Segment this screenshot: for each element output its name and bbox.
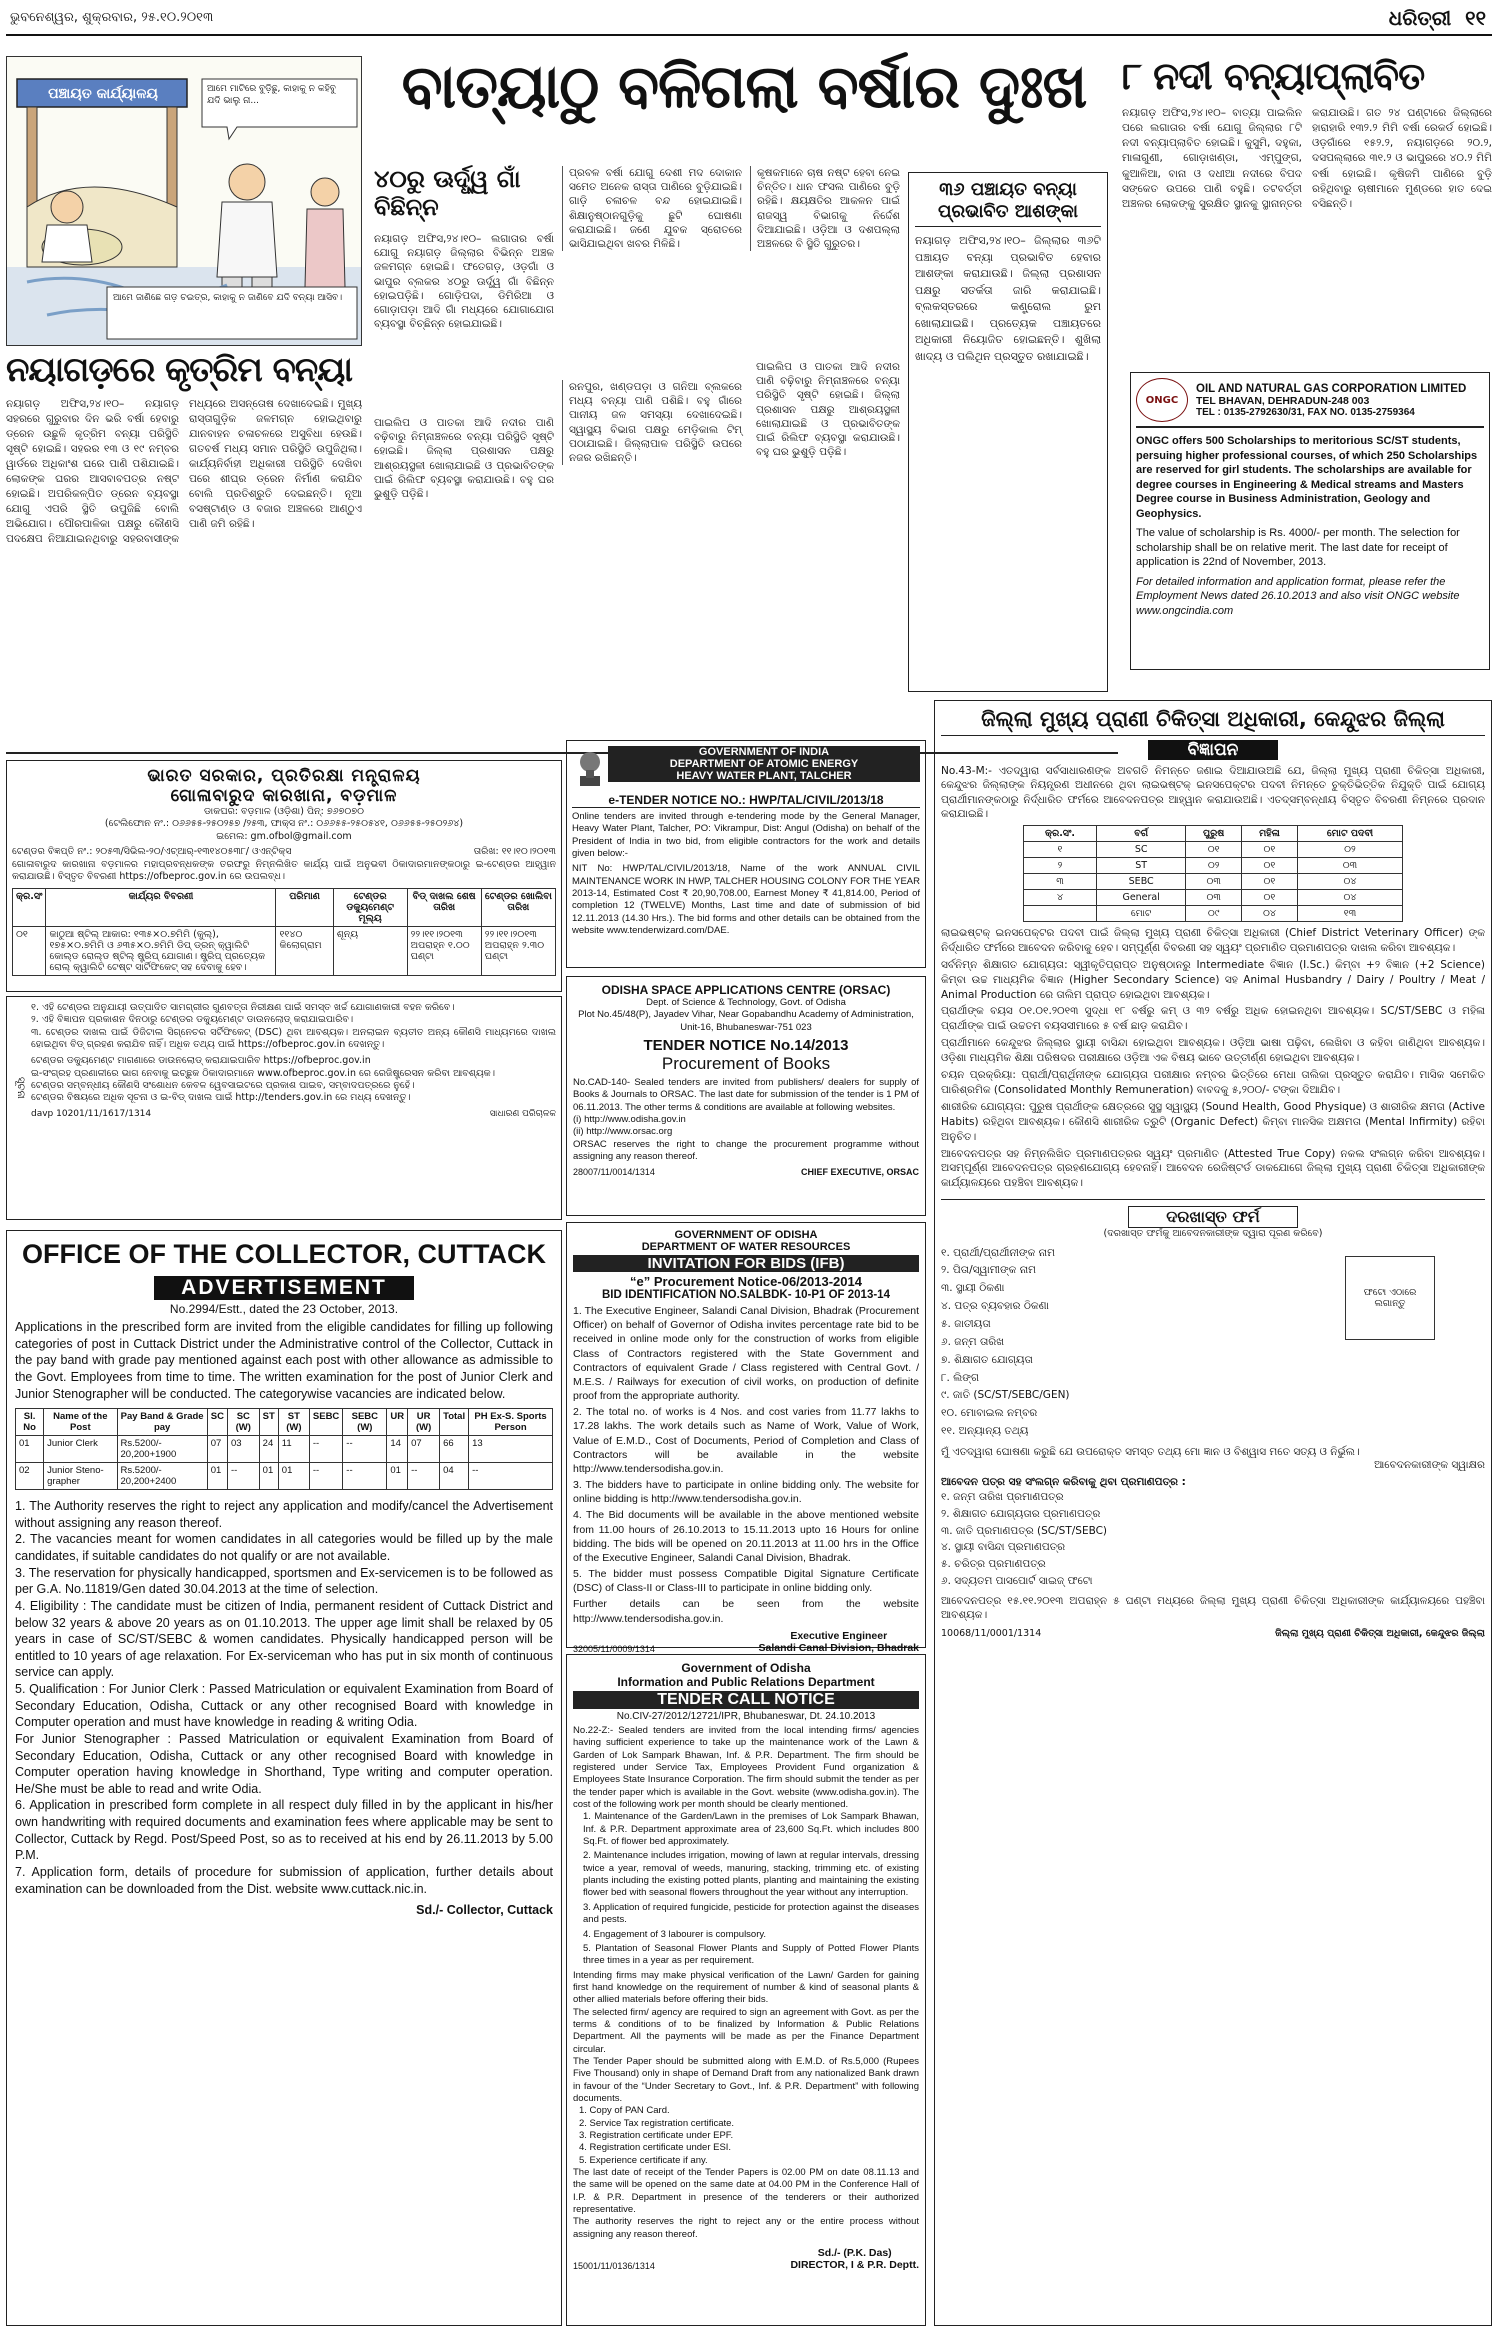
collector-cell: Rs.5200/- 20,200+2400 xyxy=(117,1463,207,1490)
ifb-l2: DEPARTMENT OF WATER RESOURCES xyxy=(641,1241,851,1253)
table-row xyxy=(1023,857,1403,873)
vet-attach-item: ୨. ଶିକ୍ଷାଗତ ଯୋଗ୍ୟତାର ପ୍ରମାଣପତ୍ର xyxy=(941,1507,1101,1520)
ifb-bid: BID IDENTIFICATION NO.SALBDK- 10-P1 OF 2013-14 xyxy=(602,1289,890,1301)
lead-col-1b: ପାଇଲିପ ଓ ପାତକା ଆଦି ନଦୀର ପାଣି ବଢ଼ିବାରୁ ନିମ୍ନାଞ୍ଚଳରେ ବନ୍ୟା ପରିସ୍ଥିତି ସୃଷ୍ଟି ହୋଇଛି। ଜିଲ୍ଲା ପ୍ରଶାସନ ପକ୍ଷରୁ ଆଶ୍ରୟସ୍ଥଳୀ ଖୋଲାଯାଇଛି ଓ ପ୍ରଭାବିତଙ୍କ ପାଇଁ ରିଲିଫ ବ୍ୟବସ୍ଥା କରାଯାଉଛି। ବହୁ ଘର ଭୁଶୁଡ଼ି ପଡ଼ିଛି। xyxy=(374,417,554,500)
ipr-doc: 2. Service Tax registration certificate. xyxy=(579,2117,735,2129)
ipr-item: 2. Maintenance includes irrigation, mowing of lawn at regular intervals, dressing twice a year, removal of weeds, manuring, stacking, trimming etc. of existing plants including the existing potted plants, planting and maintaining the existing flower bed with seasonal flowers throughout the year without any interruption. xyxy=(583,1850,919,1899)
vet-cell: ୦୩ xyxy=(1185,889,1241,905)
vet-cell: ୦୧ xyxy=(1185,841,1241,857)
orsac-site-1[interactable]: (i) http://www.odisha.gov.in xyxy=(573,1114,686,1126)
ofb-l3: ଡାକଘର: ବଡ଼ମାଳ (ଓଡ଼ିଶା) ପିନ୍: ୭୬୭୦୭୦ xyxy=(204,806,364,817)
vet-attach-item: ୫. ଚରିତ୍ର ପ୍ରମାଣପତ୍ର xyxy=(941,1558,1046,1571)
ofb-cell: ୦୧ xyxy=(13,926,46,975)
collector-sign: Sd./- Collector, Cuttack xyxy=(416,1903,553,1918)
right-story-headline: ୮ ନଦୀ ବନ୍ୟାପ୍ଲାବିତ xyxy=(1122,54,1425,98)
ofb-l5: ଇମେଲ: gm.ofbol@gmail.com xyxy=(216,830,352,842)
right-story-body: ନୟାଗଡ଼ ଅଫିସ,୨୪।୧୦– ବାତ୍ୟା ପାଇଲିନ ପରେ ଲଗାତାର ବର୍ଷା ଯୋଗୁ ଜିଲ୍ଲାର ୮ଟି ନଦୀ ବନ୍ୟାପ୍ଲାବିତ ହୋଇଛି। କୁସୁମି, ଦହୁକା, ମାଳାଗୁଣୀ, ଗୋଡ଼ାଖଣ୍ଡା, ଏମ୍ପୁଙ୍ଗ, କୁଆଳିଆ, ବାନା ଓ ଦଧୀଆ ନଦୀରେ ବିପଦ ସଙ୍କେତ ଉପରେ ପାଣି ବହୁଛି। ତଟବର୍ତ୍ତୀ ଅଞ୍ଚଳର ଲୋକଙ୍କୁ ସୁରକ୍ଷିତ ସ୍ଥାନକୁ ସ୍ଥାନାନ୍ତର କରାଯାଉଛି। ଗତ ୨୪ ଘଣ୍ଟାରେ ଜିଲ୍ଲାରେ ହାରାହାରି ୧୩୨.୨ ମିମି ବର୍ଷା ରେକର୍ଡ ହୋଇଛି। ଓଡ଼ଗାଁରେ ୧୫୨.୨, ନୟାଗଡ଼ରେ ୨୦.୨, ଦସପଲ୍ଲାରେ ୩୧.୨ ଓ ଭାପୁରରେ ୪୦.୨ ମିମି ବର୍ଷା ହୋଇଛି। କୃଷିଜମି ପାଣିରେ ବୁଡ଼ି ରହିଥିବାରୁ ଚାଷୀମାନେ ମୁଣ୍ଡରେ ହାତ ଦେଇ ବସିଛନ୍ତି। xyxy=(1122,106,1492,211)
ifb-points xyxy=(573,1304,919,1626)
ongc-italic: For detailed information and application format, please refer the Employment News dated 26.10.2013 and also visit ONGC website www.ongcindia.com xyxy=(1136,575,1460,617)
collector-cell: 24 xyxy=(259,1436,278,1463)
lead-subheadline: ୪୦ରୁ ଊର୍ଦ୍ଧ୍ୱ ଗାଁ ବିଛିନ୍ନ xyxy=(374,165,521,221)
vet-form-field: ୩. ସ୍ଥାୟୀ ଠିକଣା xyxy=(941,1282,1005,1295)
vet-cell: ୦୪ xyxy=(1297,889,1403,905)
orsac-rights: ORSAC reserves the right to change the procurement programme without assigning any reason thereof. xyxy=(573,1138,919,1163)
left-story-headline: ନୟାଗଡ଼ରେ କୃତ୍ରିମ ବନ୍ୟା xyxy=(6,350,353,390)
orsac-l2: Dept. of Science & Technology, Govt. of Odisha xyxy=(646,997,846,1008)
ipr-doc: 1. Copy of PAN Card. xyxy=(579,2105,670,2117)
collector-points xyxy=(15,1498,553,1897)
vet-th: ମହିଳା xyxy=(1242,825,1297,841)
orsac-title: ODISHA SPACE APPLICATIONS CENTRE (ORSAC) xyxy=(601,983,891,997)
vet-cell: General xyxy=(1097,889,1186,905)
hwp-body: Online tenders are invited through e-tendering mode by the General Manager, Heavy Water Plant, Talcher, PO: Vikrampur, Dist: Angul (Odisha) on behalf of the President of India in two bid, from eligible contractors for the work and details given below:- xyxy=(572,811,920,860)
ofb-note-1: ୧. ଏହି ଟେଣ୍ଡର ଅନୁଯାୟୀ ଉତ୍ପାଦିତ ସାମଗ୍ରୀର ଗୁଣବତ୍ତା ନିରୀକ୍ଷଣ ପାଇଁ ସମସ୍ତ ଖର୍ଚ୍ଚ ଯୋଗାଣକାରୀ ବହନ କରିବେ। xyxy=(31,1002,455,1013)
vet-cell: ୦୩ xyxy=(1185,873,1241,889)
orsac-ref: 28007/11/0014/1314 xyxy=(573,1167,655,1178)
orsac-site-2[interactable]: (ii) http://www.orsac.org xyxy=(573,1126,673,1138)
ofb-cell: ୨୨।୧୧।୨୦୧୩ ଅପରାହ୍ନ ୨.୩୦ ଘଣ୍ଟା xyxy=(481,926,555,975)
brand-page xyxy=(1389,6,1486,30)
ipr-note-3: The Tender Paper should be submitted along with E.M.D. of Rs.5,000 (Rupees Five Thousand) only in shape of Demand Draft from any nationalized Bank drawn in favour of the “Under Secretary to Govt., Inf. & P.R. Department” with following documents. xyxy=(573,2055,919,2104)
ofb-date: ତାରିଖ: ୧୧।୧୦।୨୦୧୩ xyxy=(473,846,556,858)
ongc-ad xyxy=(1130,372,1490,670)
ofb-bullet-1: ଟେଣ୍ଡର ଡକ୍ୟୁମେଣ୍ଟ ମାଗଣାରେ ଡାଉନଲୋଡ୍ କରାଯାଇପାରିବ https://ofbeproc.gov.in xyxy=(31,1055,371,1067)
vet-para: ପ୍ରାର୍ଥୀମାନେ କେନ୍ଦୁଝର ଜିଲ୍ଲାର ସ୍ଥାୟୀ ବାସିନ୍ଦା ହୋଇଥିବା ଆବଶ୍ୟକ। ଓଡ଼ିଆ ଭାଷା ପଢ଼ିବା, ଲେଖିବା ଓ କହିବା ଜାଣିଥିବା ଆବଶ୍ୟକ। ଓଡ଼ିଶା ମାଧ୍ୟମିକ ଶିକ୍ଷା ପରିଷଦର ପରୀକ୍ଷାରେ ଓଡ଼ିଆ ଏକ ବିଷୟ ଭାବେ ଉତ୍ତୀର୍ଣ୍ଣ ହୋଇଥିବା ଆବଶ୍ୟକ। xyxy=(941,1037,1485,1065)
vet-th: ପୁରୁଷ xyxy=(1185,825,1241,841)
collector-th: ST (W) xyxy=(278,1409,309,1436)
vet-photo-box: ଫଟୋ ଏଠାରେ ଲଗାନ୍ତୁ xyxy=(1345,1256,1435,1340)
table-row xyxy=(16,1436,553,1463)
ipr-item: 5. Plantation of Seasonal Flower Plants and Supply of Potted Flower Plants three times in a year as per requirement. xyxy=(583,1942,919,1967)
ipr-l1: Government of Odisha xyxy=(681,1661,811,1675)
vet-form-field: ୭. ଶିକ୍ଷାଗତ ଯୋଗ୍ୟତା xyxy=(941,1353,1033,1366)
ipr-sign-1: Sd./- (P.K. Das) xyxy=(817,2247,892,2260)
ofb-intro: ଗୋଳାବାରୁଦ କାରଖାନା ବଡ଼ମାଳର ମହାପ୍ରବନ୍ଧକଙ୍କ ତରଫରୁ ନିମ୍ନଲିଖିତ କାର୍ଯ୍ୟ ପାଇଁ ଅନୁଭବୀ ଠିକାଦାରମାନଙ୍କଠାରୁ ଇ-ଟେଣ୍ଡର ଆହ୍ୱାନ କରାଯାଉଛି। ବିସ୍ତୃତ ବିବରଣୀ https://ofbeproc.gov.in ରେ ଉପଲବ୍ଧ। xyxy=(12,859,556,883)
ipr-item: 3. Application of required fungicide, pesticide for protection against the diseases and pests. xyxy=(583,1901,919,1926)
ofb-ref: davp 10201/11/1617/1314 xyxy=(31,1108,152,1119)
vet-th: ମୋଟ ପଦବୀ xyxy=(1297,825,1403,841)
vet-cell: ୦୪ xyxy=(1242,905,1297,921)
vet-para: ଆବେଦନପତ୍ର ସହ ନିମ୍ନଲିଖିତ ପ୍ରମାଣପତ୍ରର ସ୍ୱୟଂ ପ୍ରମାଣିତ (Attested True Copy) ନକଲ ସଂଲଗ୍ନ କରିବା ଆବଶ୍ୟକ। ଅସମ୍ପୂର୍ଣ୍ଣ ଆବେଦନପତ୍ର ଗ୍ରହଣଯୋଗ୍ୟ ହେବନାହିଁ। ଆବେଦନ ରେଜିଷ୍ଟର୍ଡ ଡାକଯୋଗେ ଜିଲ୍ଲା ମୁଖ୍ୟ ପ୍ରାଣୀ ଚିକିତ୍ସା ଅଧିକାରୀଙ୍କ କାର୍ଯ୍ୟାଳୟରେ ପହଞ୍ଚିବା ଆବଶ୍ୟକ। xyxy=(941,1147,1485,1190)
ipr-ref-2: 15001/11/0136/1314 xyxy=(573,2261,655,2272)
vet-cell xyxy=(1023,905,1097,921)
emblem-icon xyxy=(572,746,608,790)
collector-ad xyxy=(6,1230,562,2326)
ifb-point: 4. The Bid documents will be available in the above mentioned website from 11.00 hours of 26.10.2013 to 15.11.2013 upto 16 Hours for online bidding. The bids will be opened on 20.11.2013 at 11.00 hrs in the Office of the Executive Engineer, Salandi Canal Division, Bhadrak. xyxy=(573,1509,919,1564)
vet-form-field: ୯. ଜାତି (SC/ST/SEBC/GEN) xyxy=(941,1389,1070,1402)
collector-banner: ADVERTISEMENT xyxy=(154,1276,414,1300)
vet-attach-item: ୩. ଜାତି ପ୍ରମାଣପତ୍ର (SC/ST/SEBC) xyxy=(941,1524,1108,1537)
collector-cell: 14 xyxy=(387,1436,408,1463)
collector-intro: Applications in the prescribed form are invited from the eligible candidates for filling up following categories of post in Cuttack District under the Administrative control of the Collector, Cuttack in the pay band with grade pay mentioned against each post with other allowance as admissible to the Govt. Employees from time to time. The written examination for the post of Junior Clerk and Junior Stenographer will be conducted. The categorywise vacancies are indicated below. xyxy=(15,1320,553,1401)
ongc-value: The value of scholarship is Rs. 4000/- per month. The selection for scholarship shall be on relative merit. The last date for receipt of application is 22nd of November, 2013. xyxy=(1136,527,1460,569)
collector-th: Name of the Post xyxy=(44,1409,117,1436)
vet-cell: SEBC xyxy=(1097,873,1186,889)
page-header xyxy=(6,4,1492,36)
vet-form-field: ୪. ପତ୍ର ବ୍ୟବହାର ଠିକଣା xyxy=(941,1300,1049,1313)
collector-cell: -- xyxy=(309,1463,342,1490)
collector-table xyxy=(15,1408,553,1490)
dateline: ଭୁବନେଶ୍ୱର, ଶୁକ୍ରବାର, ୨୫.୧୦.୨୦୧୩ xyxy=(10,10,214,25)
ofb-notes xyxy=(6,996,562,1220)
vet-form-sub: (ଦରଖାସ୍ତ ଫର୍ମକୁ ଆବେଦନକାରୀଙ୍କ ଦ୍ୱାରା ପୂରଣ କରିବେ) xyxy=(1103,1228,1323,1240)
ofb-bullet-2: ଇ-ସଂଗ୍ରହ ପ୍ରଣାଳୀରେ ଭାଗ ନେବାକୁ ଇଚ୍ଛୁକ ଠିକାଦାରମାନେ www.ofbeproc.gov.in ରେ ରେଜିଷ୍ଟ୍ରେସନ କରିବା ଆବଶ୍ୟକ। xyxy=(31,1067,495,1079)
right-story xyxy=(1122,56,1492,212)
ipr-item: 4. Engagement of 3 labourer is compulsory. xyxy=(583,1928,767,1940)
orsac-sign: CHIEF EXECUTIVE, ORSAC xyxy=(800,1167,919,1178)
vet-cell: ୦୧ xyxy=(1242,873,1297,889)
collector-cell: 07 xyxy=(207,1436,227,1463)
ipr-sign-2: DIRECTOR, I & P.R. Deptt. xyxy=(790,2259,919,2272)
vet-para: ଶାରୀରିକ ଯୋଗ୍ୟତା: ପୁରୁଷ ପ୍ରାର୍ଥୀଙ୍କ କ୍ଷେତ୍ରରେ ସୁସ୍ଥ ସ୍ୱାସ୍ଥ୍ୟ (Sound Health, Good Physique) ଓ ଶାରୀରିକ କ୍ଷମତା (Active Habits) ରହିଥିବା ଆବଶ୍ୟକ। କୌଣସି ଶାରୀରିକ ତ୍ରୁଟି (Organic Defect) କିମ୍ବା ମାନସିକ ଅକ୍ଷମତା (Mental Infirmity) ରହିବା ଅନୁଚିତ। xyxy=(941,1100,1485,1143)
collector-point: 2. The vacancies meant for women candidates in all categories would be filled up by the male candidates, if suitable candidates do not qualify or are not available. xyxy=(15,1532,553,1563)
ipr-item: 1. Maintenance of the Garden/Lawn in the premises of Lok Sampark Bhawan, Inf. & P.R. Department approximate area of 23,600 Sq.Ft. which includes 800 Sq.Ft. of flower bed approximately. xyxy=(583,1811,919,1848)
lead-col-3b: ପାଇଲିପ ଓ ପାତକା ଆଦି ନଦୀର ପାଣି ବଢ଼ିବାରୁ ନିମ୍ନାଞ୍ଚଳରେ ବନ୍ୟା ପରିସ୍ଥିତି ସୃଷ୍ଟି ହୋଇଛି। ଜିଲ୍ଲା ପ୍ରଶାସନ ପକ୍ଷରୁ ଆଶ୍ରୟସ୍ଥଳୀ ଖୋଲାଯାଇଛି ଓ ପ୍ରଭାବିତଙ୍କ ପାଇଁ ରିଲିଫ ବ୍ୟବସ୍ଥା କରାଯାଉଛି। ବହୁ ଘର ଭୁଶୁଡ଼ି ପଡ଼ିଛି। xyxy=(756,361,900,459)
vet-footer: ଆବେଦନପତ୍ର ୧୫.୧୧.୨୦୧୩ ଅପରାହ୍ନ ୫ ଘଣ୍ଟା ମଧ୍ୟରେ ଜିଲ୍ଲା ମୁଖ୍ୟ ପ୍ରାଣୀ ଚିକିତ୍ସା ଅଧିକାରୀଙ୍କ କାର୍ଯ୍ୟାଳୟରେ ପହଞ୍ଚିବା ଆବଶ୍ୟକ। xyxy=(941,1594,1485,1622)
ifb-ref: 32005/11/0009/1314 xyxy=(573,1643,655,1654)
vet-signature-label: ଆବେଦନକାରୀଙ୍କ ସ୍ୱାକ୍ଷର xyxy=(1374,1459,1485,1472)
collector-point: 4. Eligibility : The candidate must be citizen of India, permanent resident of Cuttack District and below 32 years & above 20 years as on 01.10.2013. The upper age limit shall be relaxed by 05 years in case of SC/ST/SEBC & women candidates. Physically handicapped person will be entitled to 10 years of age relaxation. For Ex-serviceman who has put in six month of continuous service can apply. xyxy=(15,1598,553,1680)
vet-cell: SC xyxy=(1097,841,1186,857)
ofb-th: ଟେଣ୍ଡର ଖୋଲିବା ତାରିଖ xyxy=(481,888,555,926)
ifb-point: 5. The bidder must possess Compatible Digital Signature Certificate (DSC) of Class-II or Class-III to participate in online bidding only. xyxy=(573,1568,919,1595)
ofb-tender xyxy=(6,760,562,992)
vet-th: ବର୍ଗ xyxy=(1097,825,1186,841)
vet-cell: ୦୧ xyxy=(1242,841,1297,857)
ofb-th: ଟେଣ୍ଡର ଡକ୍ୟୁମେଣ୍ଟ ମୂଲ୍ୟ xyxy=(333,888,407,926)
collector-th: PH Ex-S. Sports Person xyxy=(469,1409,553,1436)
vet-cell: ୧୩ xyxy=(1297,905,1403,921)
collector-cell: -- xyxy=(469,1463,553,1490)
collector-cell: -- xyxy=(309,1436,342,1463)
vet-tag: ବିଜ୍ଞାପନ xyxy=(1148,740,1278,760)
collector-cell: Rs.5200/- 20,200+1900 xyxy=(117,1436,207,1463)
hwp-tender xyxy=(566,740,926,968)
collector-th: Pay Band & Grade pay xyxy=(117,1409,207,1436)
collector-cell: 02 xyxy=(16,1463,44,1490)
vet-form xyxy=(941,1199,1485,1639)
vet-ad xyxy=(934,700,1492,2326)
ofb-l1: ଭାରତ ସରକାର, ପ୍ରତିରକ୍ଷା ମନ୍ତ୍ରାଳୟ xyxy=(147,766,421,786)
ofb-side-label: ସୂଚନା xyxy=(15,1077,26,1099)
lead-col-3: କୃଷକମାନେ ଚାଷ ନଷ୍ଟ ହେବା ନେଇ ଚିନ୍ତିତ। ଧାନ ଫସଲ ପାଣିରେ ବୁଡ଼ି ରହିଛି। କ୍ଷୟକ୍ଷତିର ଆକଳନ ପାଇଁ ରାଜସ୍ୱ ବିଭାଗକୁ ନିର୍ଦ୍ଦେଶ ଦିଆଯାଇଛି। ଓଡ଼ିଆ ଓ ଦଶପଲ୍ଲା ଅଞ୍ଚଳରେ ବି ସ୍ଥିତି ଗୁରୁତର। xyxy=(750,166,900,251)
collector-th: ST xyxy=(259,1409,278,1436)
hwp-l1: GOVERNMENT OF INDIA xyxy=(608,746,920,758)
table-row xyxy=(1023,873,1403,889)
ongc-highlight: ONGC offers 500 Scholarships to meritorious SC/ST students, persuing higher professional courses, of which 250 Scholarships are reserved for girl students. The scholarships are available for degree courses in Engineering & Medical streams and Masters Degree course in Business Administration, Geology and Geophysics. xyxy=(1136,435,1478,520)
ongc-org: OIL AND NATURAL GAS CORPORATION LIMITED xyxy=(1196,382,1467,395)
ongc-address: TEL BHAVAN, DEHRADUN-248 003 xyxy=(1196,394,1370,407)
ifb-tender xyxy=(566,1222,926,1654)
ipr-doc: 4. Registration certificate under ESI. xyxy=(579,2142,732,2154)
vet-declaration: ମୁଁ ଏତଦ୍ୱାରା ଘୋଷଣା କରୁଛି ଯେ ଉପରୋକ୍ତ ସମସ୍ତ ତଥ୍ୟ ମୋ ଜ୍ଞାନ ଓ ବିଶ୍ୱାସ ମତେ ସତ୍ୟ ଓ ନିର୍ଭୁଲ। xyxy=(941,1445,1360,1458)
ifb-l1: GOVERNMENT OF ODISHA xyxy=(674,1229,818,1241)
lead-subhead-box xyxy=(374,166,554,221)
hwp-l3: HEAVY WATER PLANT, TALCHER xyxy=(608,770,920,782)
vet-form-field: ୬. ଜନ୍ମ ତାରିଖ xyxy=(941,1335,1005,1348)
vet-attach-item: ୬. ସଦ୍ୟତମ ପାସପୋର୍ଟ ସାଇଜ୍ ଫଟୋ xyxy=(941,1575,1093,1588)
lead-headline: ବାତ୍ୟାଠୁ ବଳିଗଲା ବର୍ଷାର ଦୁଃଖ xyxy=(401,52,1087,122)
collector-th: SC xyxy=(207,1409,227,1436)
collector-cell: 01 xyxy=(259,1463,278,1490)
collector-cell: -- xyxy=(408,1463,440,1490)
vet-intro: No.43-M:- ଏତଦ୍ୱାରା ସର୍ବସାଧାରଣଙ୍କ ଅବଗତି ନିମନ୍ତେ ଜଣାଇ ଦିଆଯାଉଅଛି ଯେ, ଜିଲ୍ଲା ମୁଖ୍ୟ ପ୍ରାଣୀ ଚିକିତ୍ସା ଅଧିକାରୀ, କେନ୍ଦୁଝର ଜିଲ୍ଲାଙ୍କ ନିୟନ୍ତ୍ରଣ ଅଧୀନରେ ଥିବା ଲାଇଭଷ୍ଟକ୍ ଇନସପେକ୍ଟର ପଦବୀ ନିମନ୍ତେ ଚୁକ୍ତିଭିତ୍ତିକ ନିଯୁକ୍ତି ପାଇଁ ଯୋଗ୍ୟ ପ୍ରାର୍ଥୀମାନଙ୍କଠାରୁ ନିର୍ଦ୍ଧାରିତ ଫର୍ମରେ ଆବେଦନପତ୍ର ଆହ୍ୱାନ କରାଯାଉଅଛି। ଏତଦ୍ସମ୍ବନ୍ଧୀୟ ବିସ୍ତୃତ ବିବରଣୀ ନିମ୍ନରେ ପ୍ରଦାନ କରାଯାଇଛି। xyxy=(941,765,1485,820)
vet-para: ଚୟନ ପ୍ରକ୍ରିୟା: ପ୍ରାର୍ଥୀ/ପ୍ରାର୍ଥିନୀଙ୍କ ଯୋଗ୍ୟତା ପରୀକ୍ଷାର ନମ୍ବର ଭିତ୍ତିରେ ମେଧା ତାଲିକା ପ୍ରସ୍ତୁତ କରାଯିବ। ମାସିକ ସମେକିତ ପାରିଶ୍ରମିକ (Consolidated Monthly Remuneration) ବାବଦକୁ ୫,୨୦୦/- ଟଙ୍କା ଦିଆଯିବ। xyxy=(941,1069,1485,1096)
collector-th: SEBC xyxy=(309,1409,342,1436)
vet-cell: ୦୧ xyxy=(1242,889,1297,905)
collector-point: 6. Application in prescribed form complete in all respect duly filled in by the applicant in his/her own handwriting with required documents and examination fees where applicable may be sent to Collector, Cuttack by Regd. Post/Speed Post, so as to received at his end by 26.11.2013 by 5.00 P.M. xyxy=(15,1798,553,1863)
ofb-cell: କାଠୁଆ ଷ୍ଟିଲ୍ ଆକାର: ୧୩୫×୦.୭ମିମି (କୁଲ୍), ୧୭୫×୦.୭ମିମି ଓ ୬୩୫×୦.୭ମିମି ଡିପ୍ ଡ୍ରନ୍ କ୍ୱାଲିଟି କୋଲ୍ଡ ରୋଲ୍ଡ ଷ୍ଟିଲ୍ ଷ୍ଟ୍ରିପ୍ ଯୋଗାଣ। ଷ୍ଟ୍ରିପ୍ ପ୍ରତ୍ୟେକ ରୋଲ୍ କ୍ୱାଲିଟି ଟେଷ୍ଟ ସାର୍ଟିଫିକେଟ୍ ସହ ଦେବାକୁ ହେବ। xyxy=(46,926,276,975)
ifb-sign-2: Salandi Canal Division, Bhadrak xyxy=(758,1641,919,1654)
ifb-point: 2. The total no. of works is 4 Nos. and cost varies from 11.77 lakhs to 17.28 lakhs. The work details such as Name of Work, Value of Work, Value of E.M.D., Cost of Documents, Period of Completion and Class of Contractors will be available in the website http://www.tendersodisha.gov.in. xyxy=(573,1406,919,1475)
orsac-body: No.CAD-140- Sealed tenders are invited from publishers/ dealers for supply of Books & Journals to ORSAC. The last date for submission of the tender is 1 PM of 06.11.2013. The other terms & conditions are available at following websites. xyxy=(573,1077,919,1113)
vet-form-title: ଦରଖାସ୍ତ ଫର୍ମ xyxy=(1128,1206,1298,1228)
ifb-notice: “e” Procurement Notice-06/2013-2014 xyxy=(630,1274,862,1289)
ifb-point: 3. The bidders have to participate in online bidding only. The website for online bidding is http://www.tendersodisha.gov.in. xyxy=(573,1479,919,1506)
ipr-banner: TENDER CALL NOTICE xyxy=(573,1691,919,1709)
vet-form-field: ୮. ଲିଙ୍ଗ xyxy=(941,1371,980,1384)
ifb-further: Further details can be seen from the website http://www.tendersodisha.gov.in. xyxy=(573,1598,919,1625)
collector-point: 1. The Authority reserves the right to reject any application and modify/cancel the Advertisement without assigning any reason thereof. xyxy=(15,1499,553,1530)
lead-col-2: ପ୍ରବଳ ବର୍ଷା ଯୋଗୁ ଦେଶୀ ମଦ ଦୋକାନ ସମେତ ଅନେକ ରାସ୍ତା ପାଣିରେ ବୁଡ଼ିଯାଇଛି। ଗାଡ଼ି ଚଳାଚଳ ବନ୍ଦ ହୋଇଯାଇଛି। ଶିକ୍ଷାନୁଷ୍ଠାନଗୁଡ଼ିକୁ ଛୁଟି ଘୋଷଣା କରାଯାଇଛି। ଜଣେ ଯୁବକ ସ୍ରୋତରେ ଭାସିଯାଇଥିବା ଖବର ମିଳିଛି। xyxy=(562,166,742,251)
orsac-tender xyxy=(566,976,926,1216)
collector-cell: -- xyxy=(227,1463,259,1490)
lead-story xyxy=(374,52,1114,122)
vet-cell: ୨ xyxy=(1023,857,1097,873)
hwp-l2: DEPARTMENT OF ATOMIC ENERGY xyxy=(608,758,920,770)
left-story-body: ନୟାଗଡ଼ ଅଫିସ,୨୪।୧୦– ନୟାଗଡ଼ ସହରରେ ଗୁରୁବାର ଦିନ ଭରି ବର୍ଷା ହେବାରୁ ଡ୍ରେନ ଉଛୁଳି କୃତ୍ରିମ ବନ୍ୟା ପରିସ୍ଥିତି ସୃଷ୍ଟି ହୋଇଛି। ସହରର ୧୩ ଓ ୧୯ ନମ୍ବର ୱାର୍ଡରେ ଅଧିକାଂଶ ଘରେ ପାଣି ପଶିଯାଇଛି। ଲୋକଙ୍କ ଘରର ଆସବାବପତ୍ର ନଷ୍ଟ ହୋଇଛି। ଅପରିକଳ୍ପିତ ଡ୍ରେନ ବ୍ୟବସ୍ଥା ଯୋଗୁ ଏପରି ସ୍ଥିତି ଉପୁଜିଛି ବୋଲି ଅଭିଯୋଗ। ପୌରପାଳିକା ପକ୍ଷରୁ କୌଣସି ପଦକ୍ଷେପ ନିଆଯାଇନଥିବାରୁ ସହରବାସୀଙ୍କ ମଧ୍ୟରେ ଅସନ୍ତୋଷ ଦେଖାଦେଇଛି। ମୁଖ୍ୟ ରାସ୍ତାଗୁଡ଼ିକ ଜଳମଗ୍ନ ହୋଇଥିବାରୁ ଯାନବାହନ ଚଳାଚଳରେ ଅସୁବିଧା ହେଉଛି। ଗତବର୍ଷ ମଧ୍ୟ ସମାନ ପରିସ୍ଥିତି ଉପୁଜିଥିଲା। କାର୍ଯ୍ୟନିର୍ବାହୀ ଅଧିକାରୀ ପରିସ୍ଥିତି ଦେଖିବା ପରେ ଶୀଘ୍ର ଡ୍ରେନ ନିର୍ମାଣ କରାଯିବ ବୋଲି ପ୍ରତିଶ୍ରୁତି ଦେଇଛନ୍ତି। ନୂଆ ବସଷ୍ଟାଣ୍ଡ ଓ ବଜାର ଅଞ୍ଚଳରେ ଆଣ୍ଠୁଏ ପାଣି ଜମି ରହିଛି। xyxy=(6,398,362,545)
ofb-bullet-3: ଟେଣ୍ଡର ସମ୍ବନ୍ଧୀୟ କୌଣସି ସଂଶୋଧନ କେବଳ ୱେବସାଇଟରେ ପ୍ରକାଶ ପାଇବ, ସମ୍ବାଦପତ୍ରରେ ନୁହେଁ। xyxy=(31,1080,415,1092)
vet-form-field: ୧୧. ଅନ୍ୟାନ୍ୟ ତଥ୍ୟ xyxy=(941,1425,1029,1438)
collector-th: UR xyxy=(387,1409,408,1436)
page-number: ୧୧ xyxy=(1465,6,1486,30)
collector-cell: 01 xyxy=(387,1463,408,1490)
vet-ref: 10068/11/0001/1314 xyxy=(941,1628,1042,1640)
cartoon xyxy=(6,56,362,346)
collector-title: OFFICE OF THE COLLECTOR, CUTTACK xyxy=(22,1239,546,1269)
orsac-subject: Procurement of Books xyxy=(661,1054,831,1074)
collector-cell: 11 xyxy=(278,1436,309,1463)
collector-cell: 03 xyxy=(227,1436,259,1463)
ipr-note-2: The selected firm/ agency are required to sign an agreement with Govt. as per the terms & conditions of to be finalized by Information & Public Relations Department. All the payments will be made as per the Finance Department circular. xyxy=(573,2006,919,2055)
collector-cell: 07 xyxy=(408,1436,440,1463)
collector-cell: Junior Steno-grapher xyxy=(44,1463,117,1490)
ofb-th: କାର୍ଯ୍ୟର ବିବରଣୀ xyxy=(46,888,276,926)
ofb-tender-no: ଟେଣ୍ଡର ବିଜ୍ଞପ୍ତି ନଂ.: ୨୦୫୩/ସିଭିଲ-୨୦/ଏଚ୍ଆର୍-୧୩୧୪୦୫୩୮/ ଓଏନ୍ଟିକ୍ସ xyxy=(12,846,292,858)
ipr-note-1: Intending firms may make physical verification of the Lawn/ Garden for gaining first hand knowledge on the requirement of number & kind of seasonal plants & other allied materials before offering their bids. xyxy=(573,1969,919,2006)
ifb-sign-1: Executive Engineer xyxy=(790,1629,888,1642)
vet-cell: ୦୯ xyxy=(1185,905,1241,921)
vet-cell: ୦୧ xyxy=(1242,857,1297,873)
ofb-cell: ଶୂନ୍ୟ xyxy=(333,926,407,975)
orsac-l3: Plot No.45/48(P), Jayadev Vihar, Near Gopabandhu Academy of Administration, Unit-16, Bhubaneswar-751 023 xyxy=(578,1009,914,1033)
collector-cell: 01 xyxy=(278,1463,309,1490)
collector-th: Sl. No xyxy=(16,1409,44,1436)
ofb-note-2: ୨. ଏହି ବିଜ୍ଞାପନ ପ୍ରକାଶନ ଦିନଠାରୁ ଟେଣ୍ଡର ଡକ୍ୟୁମେଣ୍ଟ ଡାଉନଲୋଡ୍ କରାଯାଇପାରିବ। xyxy=(31,1014,354,1026)
collector-th: SEBC (W) xyxy=(343,1409,387,1436)
lead-col-1: ନୟାଗଡ଼ ଅଫିସ,୨୪।୧୦– ଲଗାତାର ବର୍ଷା ଯୋଗୁ ନୟାଗଡ଼ ଜିଲ୍ଲାର ବିଭିନ୍ନ ଅଞ୍ଚଳ ଜଳମଗ୍ନ ହୋଇଛି। ଫତେଗଡ଼, ଓଡ଼ଗାଁ ଓ ଭାପୁର ବ୍ଲକର ୪୦ରୁ ଊର୍ଦ୍ଧ୍ୱ ଗାଁ ବିଛିନ୍ନ ହୋଇପଡ଼ିଛି। ଗୋଡ଼ିପଦା, ଡିମିରିଆ ଓ ଗୋଡ଼ାପଡ଼ା ଆଦି ଗାଁ ମଧ୍ୟରେ ଯୋଗାଯୋଗ ବ୍ୟବସ୍ଥା ବିଚ୍ଛିନ୍ନ ହୋଇଯାଇଛି। xyxy=(374,233,554,331)
collector-point: 5. Qualification : For Junior Clerk : Passed Matriculation or equivalent Examination from Board of Secondary Education, Odisha, Cuttack or any other recognised Board with knowledge in Computer operation and must have knowledge in reading & writing Odia. xyxy=(15,1682,553,1730)
vet-form-field: ୧୦. ମୋବାଇଲ ନମ୍ବର xyxy=(941,1407,1038,1420)
vet-form-field: ୫. ଜାତୀୟତା xyxy=(941,1318,991,1330)
vet-attach-title: ଆବେଦନ ପତ୍ର ସହ ସଂଲଗ୍ନ କରିବାକୁ ଥିବା ପ୍ରମାଣପତ୍ର : xyxy=(941,1476,1186,1489)
lead-col-2b: ରନପୁର, ଖଣ୍ଡପଡ଼ା ଓ ଗନିଆ ବ୍ଲକରେ ମଧ୍ୟ ବନ୍ୟା ପାଣି ପଶିଛି। ବହୁ ଗାଁରେ ପାନୀୟ ଜଳ ସମସ୍ୟା ଦେଖାଦେଇଛି। ସ୍ୱାସ୍ଥ୍ୟ ବିଭାଗ ପକ୍ଷରୁ ମେଡ଼ିକାଲ ଟିମ୍ ପଠାଯାଇଛି। ଜିଲ୍ଲାପାଳ ପରିସ୍ଥିତି ଉପରେ ନଜର ରଖିଛନ୍ତି। xyxy=(562,380,742,465)
collector-point: 7. Application form, details of procedure for submission of application, further details about examination can be downloaded from the Dist. website www.cuttack.nic.in. xyxy=(15,1864,553,1896)
vet-cell: ୦୨ xyxy=(1297,841,1403,857)
collector-cell: Junior Clerk xyxy=(44,1436,117,1463)
vet-table xyxy=(1023,825,1404,922)
vet-para: ପ୍ରାର୍ଥୀଙ୍କ ବୟସ ୦୧.୦୧.୨୦୧୩ ସୁଦ୍ଧା ୧୮ ବର୍ଷରୁ କମ୍ ଓ ୩୨ ବର୍ଷରୁ ଅଧିକ ହୋଇନଥିବା ଆବଶ୍ୟକ। SC/ST/SEBC ଓ ମହିଳା ପ୍ରାର୍ଥୀଙ୍କ ପାଇଁ ଉଚ୍ଚତମ ବୟସସୀମାରେ ୫ ବର୍ଷ ଛାଡ଼ କରାଯିବ। xyxy=(941,1005,1485,1033)
hwp-notice: e-TENDER NOTICE NO.: HWP/TAL/CIVIL/2013/18 xyxy=(572,793,920,808)
collector-cell: -- xyxy=(343,1436,387,1463)
vet-cell: ୦୪ xyxy=(1297,873,1403,889)
ongc-contact: TEL : 0135-2792630/31, FAX NO. 0135-2759364 xyxy=(1196,406,1415,418)
vet-cell: ମୋଟ xyxy=(1097,905,1186,921)
ofb-cell: ୧୧୪୦ କିଲୋଗ୍ରାମ xyxy=(276,926,333,975)
left-story xyxy=(6,352,362,546)
ipr-doc: 5. Experience certificate if any. xyxy=(579,2154,708,2166)
ipr-note-5: The authority reserves the right to reject any or the entire process without assigning any reason thereof. xyxy=(573,2216,919,2240)
ipr-note-4: The last date of receipt of the Tender Papers is 02.00 PM on date 08.11.13 and the same will be opened on the same date at 04.00 PM in the Conference Hall of I.P. & P.R. Department in presence of the tenderers or their authorized representative. xyxy=(573,2167,919,2216)
mid-story-box xyxy=(908,172,1108,692)
vet-header: ଜିଲ୍ଲା ମୁଖ୍ୟ ପ୍ରାଣୀ ଚିକିତ୍ସା ଅଧିକାରୀ, କେନ୍ଦୁଝର ଜିଲ୍ଲା xyxy=(941,707,1485,736)
ofb-cell: ୨୨।୧୧।୨୦୧୩ ଅପରାହ୍ନ ୧.୦୦ ଘଣ୍ଟା xyxy=(407,926,481,975)
ofb-th: କ୍ର.ସଂ xyxy=(13,888,46,926)
vet-cell: ୧ xyxy=(1023,841,1097,857)
vet-para: ସର୍ବନିମ୍ନ ଶିକ୍ଷାଗତ ଯୋଗ୍ୟତା: ସ୍ୱୀକୃତିପ୍ରାପ୍ତ ଅନୁଷ୍ଠାନରୁ Intermediate ବିଜ୍ଞାନ (I.Sc.) କିମ୍ବା +୨ ବିଜ୍ଞାନ (+2 Science) କିମ୍ବା ଉଚ୍ଚ ମାଧ୍ୟମିକ ବିଜ୍ଞାନ (Higher Secondary Science) ସହ Animal Husbandry / Dairy / Poultry / Meat / Animal Production ରେ ତାଲିମ ପ୍ରାପ୍ତ ହୋଇଥିବା ଆବଶ୍ୟକ। xyxy=(941,958,1485,1001)
table-row xyxy=(1023,889,1403,905)
collector-point: 3. The reservation for physically handicapped, sportsmen and Ex-servicemen is to be followed as per G.A. No.11819/Gen dated 30.04.2013 at the time of selection. xyxy=(15,1565,553,1597)
vet-cell: ୦୨ xyxy=(1185,857,1241,873)
ofb-bullet-4: ଟେଣ୍ଡର ବିଷୟରେ ଅଧିକ ସୂଚନା ଓ ଇ-ବିଡ୍ ଦାଖଲ ପାଇଁ http://tenders.gov.in ରେ ମଧ୍ୟ ଦେଖନ୍ତୁ। xyxy=(31,1092,411,1104)
collector-ref: No.2994/Estt., dated the 23 October, 2013. xyxy=(169,1302,399,1316)
ipr-tender xyxy=(566,1654,926,2326)
vet-attach-item: ୪. ସ୍ଥାୟୀ ବାସିନ୍ଦା ପ୍ରମାଣପତ୍ର xyxy=(941,1541,1066,1554)
ipr-body: No.22-Z:- Sealed tenders are invited from the local intending firms/ agencies having sufficient experience to take up the maintenance work of the Lawn & Garden of Lok Sampark Bhawan, Inf. & P.R. Department. The firm should be registered under Service Tax, Employees Provident Fund organization & Employees State Insurance Corporation. The firm should submit the tender as per the tender paper which is available in the Govt. website (www.odisha.gov.in). The cost of the following work per month should be clearly mentioned. xyxy=(573,1725,919,1811)
vet-sign: ଜିଲ୍ଲା ମୁଖ୍ୟ ପ୍ରାଣୀ ଚିକିତ୍ସା ଅଧିକାରୀ, କେନ୍ଦୁଝର ଜିଲ୍ଲା xyxy=(1275,1628,1485,1640)
ipr-l2: Information and Public Relations Department xyxy=(617,1675,875,1689)
cartoon-bubble-bottom: ଆମେ ଜାଣିଛେ ଗଡ଼ ଚଇତ୍ର, କାହାକୁ ନ ଜାଣିବେ ଯଦି ବନ୍ୟା ଆସିବ। xyxy=(113,293,343,303)
table-row xyxy=(13,926,556,975)
collector-cell: -- xyxy=(343,1463,387,1490)
vet-cell: ୪ xyxy=(1023,889,1097,905)
collector-point: For Junior Stenographer : Passed Matriculation or equivalent Examination from Board of Secondary Education, Odisha, Cuttack or any other recognised Board with knowledge in Computer operation having knowledge in Shorthand, Type writing and computer operation. He/She must be able to read and write Odia. xyxy=(15,1731,553,1796)
collector-cell: 01 xyxy=(207,1463,227,1490)
mid-story-body: ନୟାଗଡ଼ ଅଫିସ,୨୪।୧୦– ଜିଲ୍ଲାର ୩୬ଟି ପଞ୍ଚାୟତ ବନ୍ୟା ପ୍ରଭାବିତ ହେବାର ଆଶଙ୍କା କରାଯାଉଛି। ଜିଲ୍ଲା ପ୍ରଶାସନ ପକ୍ଷରୁ ସତର୍କତା ଜାରି କରାଯାଇଛି। ବ୍ଲକସ୍ତରରେ କଣ୍ଟ୍ରୋଲ ରୁମ ଖୋଲାଯାଇଛି। ପ୍ରତ୍ୟେକ ପଞ୍ଚାୟତରେ ଅଧିକାରୀ ନିୟୋଜିତ ହୋଇଛନ୍ତି। ଶୁଖିଲା ଖାଦ୍ୟ ଓ ପଲିଥିନ ପ୍ରସ୍ତୁତ ରଖାଯାଇଛି। xyxy=(915,234,1101,363)
ofb-table xyxy=(12,888,556,976)
vet-cell: ୦୩ xyxy=(1297,857,1403,873)
vet-form-field: ୨. ପିତା/ସ୍ୱାମୀଙ୍କ ନାମ xyxy=(941,1264,1037,1277)
ifb-point: 1. The Executive Engineer, Salandi Canal Division, Bhadrak (Procurement Officer) on behalf of Governor of Odisha invites percentage rate bid to be received in online mode only for the construction of works from eligible Class of Contractors registered with the State Government and Contractors of equivalent Grade / Class registered with Central Govt. / M.E.S. / Railways for execution of civil works, on production of definite proof from the appropriate authority. xyxy=(573,1305,919,1403)
ipr-ref: No.CIV-27/2012/12721/IPR, Bhubaneswar, Dt. 24.10.2013 xyxy=(616,1711,876,1722)
cartoon-sign: ପଞ୍ଚାୟତ କାର୍ଯ୍ୟାଳୟ xyxy=(48,86,158,102)
ongc-logo: ONGC xyxy=(1136,378,1188,422)
collector-th: SC (W) xyxy=(227,1409,259,1436)
hwp-nit: NIT No: HWP/TAL/CIVIL/2013/18, Name of the work ANNUAL CIVIL MAINTENANCE WORK IN HWP, TALCHER HOUSING COLONY FOR THE YEAR 2013-14, Estimated Cost ₹ 20,90,708.00, Earnest Money ₹ 41,814.00, Period of completion 12 (TWELVE) Months, Last time and date of submission of bid 12.11.2013 (14.30 Hrs.). The bid forms and other details can be obtained from the website www.tenderwizard.com/DAE. xyxy=(572,863,920,937)
ofb-th: ବିଡ୍ ଦାଖଲ ଶେଷ ତାରିଖ xyxy=(407,888,481,926)
vet-th: କ୍ର.ସଂ. xyxy=(1023,825,1097,841)
brand-name: ଧରିତ୍ରୀ xyxy=(1388,6,1452,30)
collector-th: Total xyxy=(440,1409,469,1436)
collector-cell: 01 xyxy=(16,1436,44,1463)
collector-th: UR (W) xyxy=(408,1409,440,1436)
ofb-th: ପରିମାଣ xyxy=(276,888,333,926)
ofb-l4: (ଟେଲିଫୋନ ନଂ.: ୦୬୬୫୫-୨୫୦୨୫୭ /୨୫୩, ଫାକ୍ସ ନଂ.: ୦୬୬୫୫-୨୫୦୫୪୧, ୦୬୬୫୫-୨୫୦୨୬୪) xyxy=(104,818,464,830)
vet-attach-item: ୧. ଜନ୍ମ ତାରିଖ ପ୍ରମାଣପତ୍ର xyxy=(941,1491,1064,1504)
orsac-notice: TENDER NOTICE No.14/2013 xyxy=(643,1037,849,1055)
collector-cell: 66 xyxy=(440,1436,469,1463)
collector-cell: 04 xyxy=(440,1463,469,1490)
ofb-l2: ଗୋଳାବାରୁଦ କାରଖାନା, ବଡ଼ମାଳ xyxy=(170,786,398,806)
vet-cell: ST xyxy=(1097,857,1186,873)
ipr-doc: 3. Registration certificate under EPF. xyxy=(579,2130,734,2141)
cartoon-bubble-top: ଆମେ ମାଟିରେ ବୁଡ଼ିଛୁ, କାହାକୁ ନ କହିବୁ ଯଦି ଭାଲୁ ନା... xyxy=(207,84,336,106)
vet-para: ଲାଇଭଷ୍ଟକ୍ ଇନସପେକ୍ଟର ପଦବୀ ପାଇଁ ଜିଲ୍ଲା ମୁଖ୍ୟ ପ୍ରାଣୀ ଚିକିତ୍ସା ଅଧିକାରୀ (Chief District Veterinary Officer) ଙ୍କ ନିର୍ଦ୍ଧାରିତ ଫର୍ମରେ ଆବେଦନ କରିବାକୁ ହେବ। ସମ୍ପୂର୍ଣ୍ଣ ବିବରଣୀ ସହ ସ୍ୱୟଂ ପ୍ରମାଣିତ ପ୍ରମାଣପତ୍ର ଦାଖଲ କରିବା ଆବଶ୍ୟକ। xyxy=(941,926,1485,954)
ofb-note-3: ୩. ଟେଣ୍ଡର ଦାଖଲ ପାଇଁ ଡିଜିଟାଲ ସିଗ୍ନେଚର ସର୍ଟିଫିକେଟ୍ (DSC) ଥିବା ଆବଶ୍ୟକ। ଅନଲାଇନ ବ୍ୟତୀତ ଅନ୍ୟ କୌଣସି ମାଧ୍ୟମରେ ଦାଖଲ ହୋଇଥିବା ବିଡ୍ ଗ୍ରହଣ କରାଯିବ ନାହିଁ। ଅଧିକ ତଥ୍ୟ ପାଇଁ https://ofbeproc.gov.in ଦେଖନ୍ତୁ। xyxy=(31,1026,556,1051)
mid-story-headline: ୩୬ ପଞ୍ଚାୟତ ବନ୍ୟା ପ୍ରଭାବିତ ଆଶଙ୍କା xyxy=(915,179,1101,227)
collector-cell: 13 xyxy=(469,1436,553,1463)
vet-form-field: ୧. ପ୍ରାର୍ଥୀ/ପ୍ରାର୍ଥୀନୀଙ୍କ ନାମ xyxy=(941,1246,1055,1259)
table-row xyxy=(1023,905,1403,921)
vet-cell: ୩ xyxy=(1023,873,1097,889)
table-row xyxy=(1023,841,1403,857)
ifb-banner: INVITATION FOR BIDS (IFB) xyxy=(573,1255,919,1272)
ofb-signer: ସାଧାରଣ ପରିଚାଳକ xyxy=(489,1108,556,1119)
table-row xyxy=(16,1463,553,1490)
